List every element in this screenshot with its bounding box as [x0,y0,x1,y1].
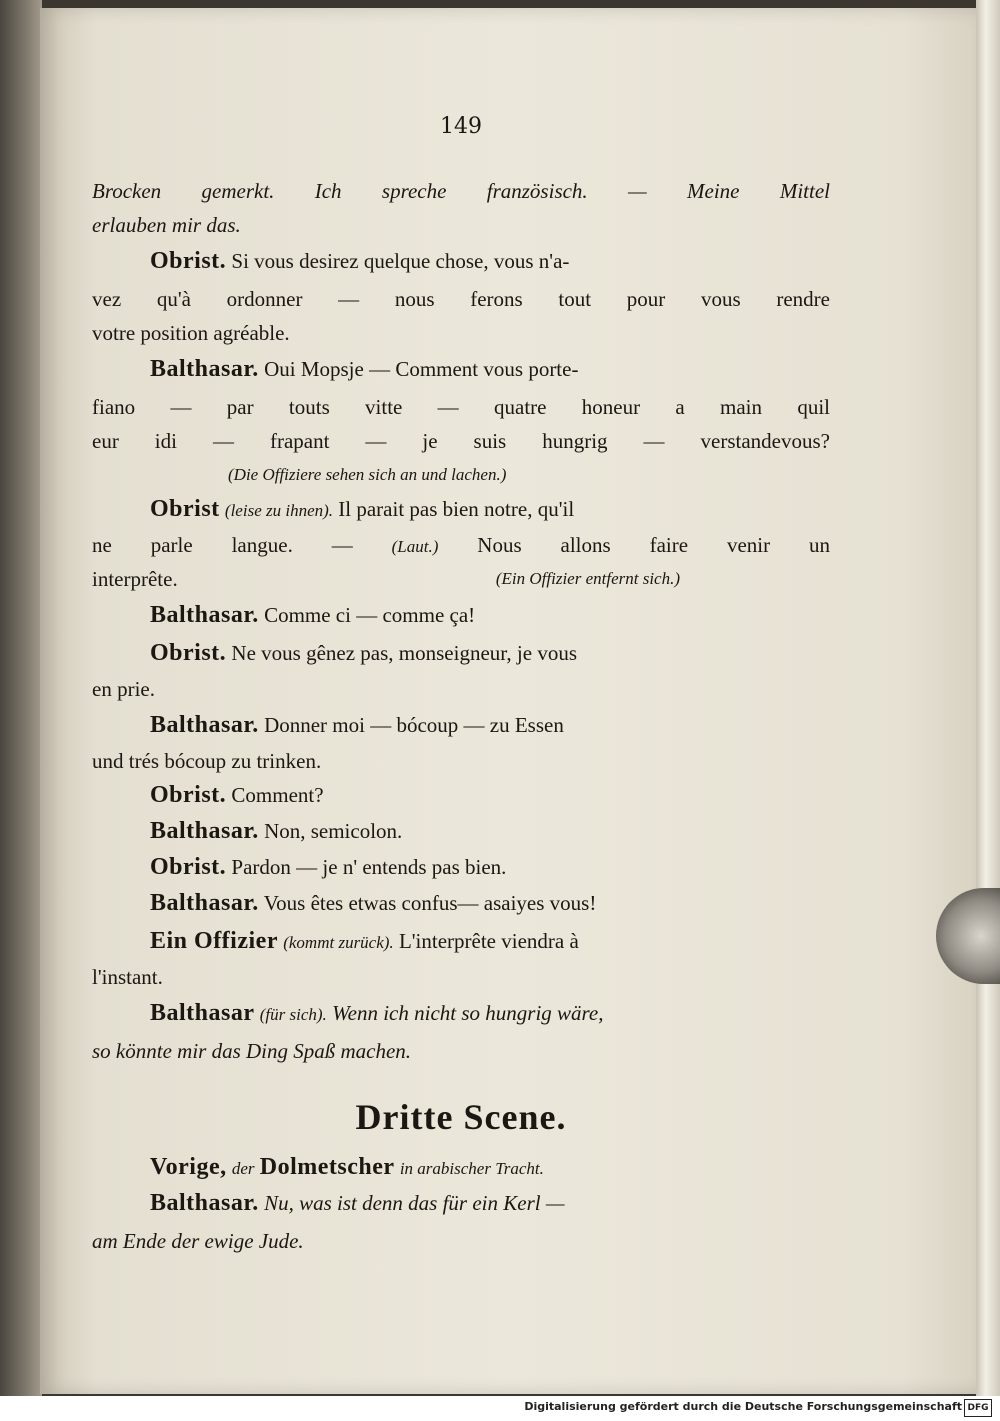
dialogue-text: Nu, was ist denn das für ein Kerl — [264,1191,565,1215]
text-line [92,530,830,562]
page-edge [976,0,1000,1421]
scene-title: Dritte Scene. [355,1097,567,1137]
dialogue-text: Non, semicolon. [264,819,403,843]
text-line: und trés bócoup zu trinken. [92,749,322,773]
dialogue-text: Donner moi — bócoup — zu Essen [264,713,564,737]
speaker-name: Balthasar. [150,602,259,628]
text-line [92,564,830,594]
text-line [92,888,830,918]
text-line [92,816,830,846]
speaker-name: Balthasar. [150,818,259,844]
text-line [92,998,830,1030]
dialogue-text: Comment? [231,783,324,807]
text-line: fiano — par touts vitte — quatre honeur a main quil [92,395,830,419]
text-line: am Ende der ewige Jude. [92,1229,304,1253]
speaker-name: Obrist. [150,248,227,274]
speaker-name: Balthasar. [150,356,259,382]
text-line [92,1152,830,1184]
speaker-name: Obrist. [150,782,227,808]
speaker-name: Obrist [150,496,220,522]
stage-direction: (Laut.) [391,537,439,556]
dialogue-text: ne parle langue. — [92,533,353,557]
text-line [92,780,830,810]
text-line: eur idi — frapant — je suis hungrig — verstandevous? [92,429,830,453]
text-line: l'instant. [92,965,163,989]
text-line [92,246,830,276]
dialogue-text: interprête. [92,567,178,591]
page-number: 149 [440,114,482,139]
speaker-name: Balthasar. [150,1190,259,1216]
text-line [92,494,830,526]
speaker-name: Ein Offizier [150,928,278,954]
speaker-name: Balthasar. [150,890,259,916]
speaker-name: Obrist. [150,640,227,666]
text-line: vez qu'à ordonner — nous ferons tout pour vous rendre [92,287,830,311]
text-line: erlauben mir das. [92,213,241,237]
footer-bar [0,1396,1000,1421]
stage-direction: (kommt zurück). [283,933,394,952]
dialogue-text: Vous êtes etwas confus— asaiyes vous! [263,891,597,915]
text-line [92,638,830,668]
stage-direction: der [231,1159,255,1178]
dialogue-text: Comme ci — comme ça! [264,603,476,627]
dialogue-text: Wenn ich nicht so hungrig wäre, [332,1001,604,1025]
dialogue-text: Pardon — je n' entends pas bien. [231,855,507,879]
funding-credit: Digitalisierung gefördert durch die Deutsche Forschungsgemeinschaft [524,1400,962,1413]
stage-direction: (Die Offiziere sehen sich an und lachen.) [228,465,507,484]
dialogue-text: Nous allons faire venir un [477,533,830,557]
dialogue-text: Oui Mopsje — Comment vous porte- [264,357,579,381]
dialogue-text: Si vous desirez quelque chose, vous n'a- [231,249,570,273]
text-line: so könnte mir das Ding Spaß machen. [92,1039,412,1063]
stage-direction: (Ein Offizier entfernt sich.) [495,569,680,588]
dialogue-text: Ne vous gênez pas, monseigneur, je vous [231,641,577,665]
stage-direction: (leise zu ihnen). [224,501,334,520]
stage-direction: (für sich). [259,1005,327,1024]
dialogue-text: L'interprête viendra à [398,929,579,953]
book-gutter [0,0,42,1421]
stage-direction: in arabischer Tracht. [399,1159,544,1178]
text-line [92,926,830,958]
text-line: Brocken gemerkt. Ich spreche französisch. — Meine Mittel [92,179,830,203]
text-line [92,600,830,630]
text-line [92,710,830,740]
text-line: en prie. [92,677,155,701]
dfg-logo: DFG [964,1399,992,1417]
text-line: votre position agréable. [92,321,290,345]
text-line [92,852,830,882]
speaker-name: Dolmetscher [259,1154,395,1180]
dialogue-text: Il parait pas bien notre, qu'il [338,497,575,521]
text-line [92,1188,830,1218]
speaker-name: Vorige, [150,1154,227,1180]
speaker-name: Balthasar [150,1000,255,1026]
speaker-name: Obrist. [150,854,227,880]
speaker-name: Balthasar. [150,712,259,738]
text-line [92,354,830,384]
